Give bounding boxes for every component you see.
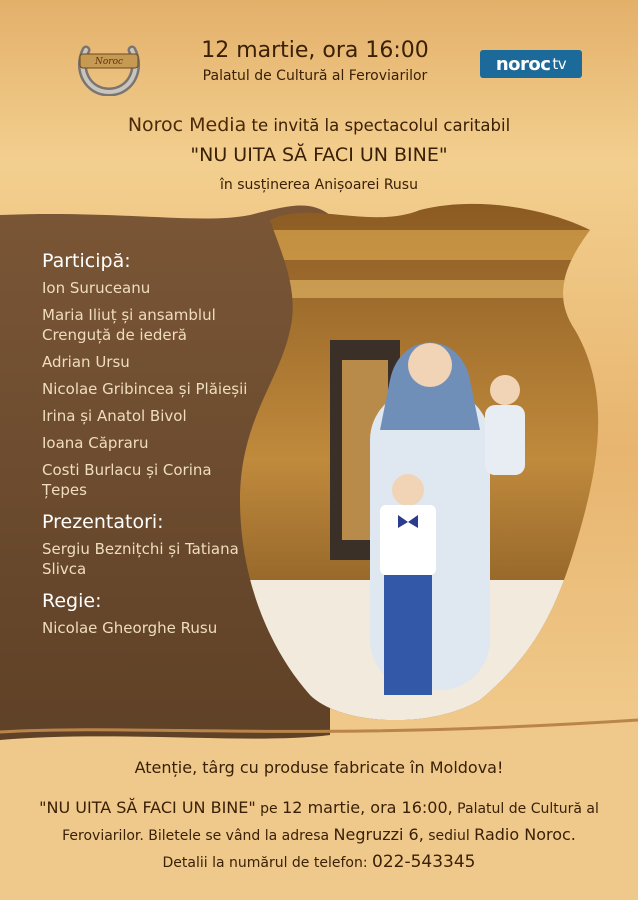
event-details [0, 795, 638, 849]
logo-text: Noroc [94, 57, 124, 67]
detail-radio: Radio Noroc. [474, 825, 576, 844]
event-venue: Palatul de Cultură al Feroviarilor [202, 68, 428, 84]
detail-venue: Palatul de Cultură al [452, 801, 599, 817]
fair-notice: Atenție, târg cu produse fabricate în Moldova! [134, 758, 504, 777]
cast-panel [42, 250, 252, 645]
invitation-text: te invită la spectacolul caritabil [246, 116, 511, 135]
detail-date: 12 martie, ora 16:00, [282, 798, 453, 817]
detail-address: Negruzzi 6, [333, 825, 424, 844]
participant-item: Maria Iliuț și ansamblul Crenguță de iederă [42, 306, 216, 344]
participant-item: Ioana Căpraru [42, 434, 149, 452]
phone-label: Detalii la numărul de telefon: [162, 855, 373, 871]
presenter-item: Sergiu Beznițchi și Tatiana Slivca [42, 540, 239, 578]
support-line: în susținerea Anișoarei Rusu [220, 177, 418, 193]
horseshoe-icon [74, 30, 144, 96]
presenters-heading: Prezentatori: [42, 511, 164, 533]
director-item: Nicolae Gheorghe Rusu [42, 619, 218, 637]
noroc-logo [74, 30, 144, 96]
organizer-name: Noroc Media [127, 114, 247, 136]
phone-number: 022-543345 [372, 852, 476, 872]
participant-item: Nicolae Gribincea și Plăieșii [42, 380, 248, 398]
detail-on: pe [255, 801, 283, 817]
participant-item: Costi Burlacu și Corina Țepes [42, 461, 212, 499]
participant-item: Adrian Ursu [42, 353, 130, 371]
phone-line [0, 852, 638, 872]
detail-line2-a: Feroviarilor. Biletele se vând la adresa [62, 828, 334, 844]
detail-line2-b: sediul [423, 828, 475, 844]
family-photo [230, 200, 610, 720]
noroc-tv-logo [480, 50, 582, 78]
invitation-line [0, 114, 638, 136]
participant-item: Irina și Anatol Bivol [42, 407, 187, 425]
tv-logo-main: noroc [495, 53, 551, 75]
event-date-time: 12 martie, ora 16:00 [201, 38, 429, 63]
detail-title: "NU UITA SĂ FACI UN BINE" [39, 798, 256, 817]
director-heading: Regie: [42, 590, 102, 612]
show-title: "NU UITA SĂ FACI UN BINE" [190, 144, 448, 166]
tv-logo-suffix: tv [552, 55, 567, 73]
participants-heading: Participă: [42, 250, 131, 272]
participant-item: Ion Suruceanu [42, 279, 151, 297]
